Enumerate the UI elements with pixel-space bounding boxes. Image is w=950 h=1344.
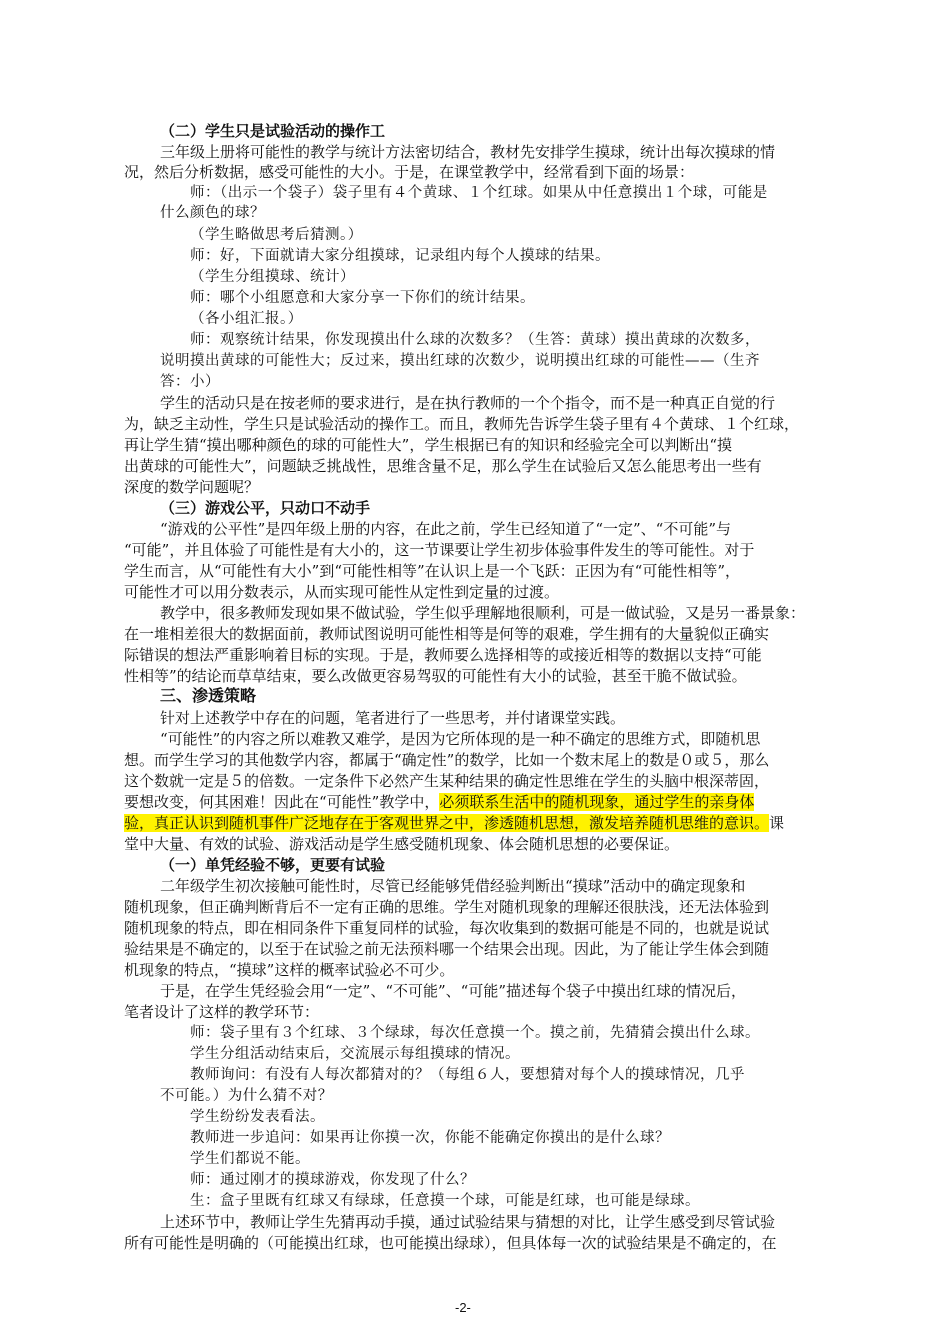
- paragraph-line: 性相等”的结论而草草结束，要么改做更容易驾驭的可能性有大小的试验，甚至干脆不做试验。: [124, 667, 747, 685]
- paragraph-line: [124, 792, 754, 812]
- dialogue-line: 学生们都说不能。: [190, 1151, 310, 1167]
- paragraph-line: 为，缺乏主动性，学生只是试验活动的操作工。而且，教师先告诉学生袋子里有４个黄球、１个红球，: [124, 415, 800, 433]
- paragraph-line: 可能性才可以用分数表示，从而实现可能性从定性到定量的过渡。: [124, 583, 560, 601]
- paragraph-line: 这个数就一定是５的倍数。一定条件下必然产生某种结果的确定性思维在学生的头脑中根深蒂固，: [124, 772, 770, 790]
- paragraph-line: 针对上述教学中存在的问题，笔者进行了一些思考，并付诸课堂实践。: [160, 709, 626, 727]
- dialogue-line: 教师进一步追问：如果再让你摸一次，你能不能确定你摸出的是什么球？: [190, 1130, 670, 1146]
- paragraph-line: 笔者设计了这样的教学环节：: [124, 1003, 320, 1021]
- page-number: -2-: [455, 1300, 471, 1315]
- paragraph-line: 想。而学生学习的其他数学内容，都属于“确定性”的数学，比如一个数末尾上的数是０或５，那么: [124, 751, 770, 769]
- paragraph-line: “可能”，并且体验了可能性是有大小的，这一节课要让学生初步体验事件发生的等可能性。对于: [124, 541, 755, 559]
- paragraph-line: 在一堆相差很大的数据面前，教师试图说明可能性相等是何等的艰难，学生拥有的大量貌似正确实: [124, 625, 770, 643]
- paragraph-line: “可能性”的内容之所以难教又难学，是因为它所体现的是一种不确定的思维方式，即随机思: [160, 730, 761, 748]
- paragraph-line: 际错误的想法严重影响着目标的实现。于是，教师要么选择相等的或接近相等的数据以支持“可能: [124, 646, 762, 664]
- line-text: 要想改变，何其困难！因此在“可能性”教学中，: [124, 793, 440, 811]
- paragraph-line: 随机现象的特点，即在相同条件下重复同样的试验，每次收集到的数据可能是不同的，也就是说试: [124, 919, 770, 937]
- dialogue-line: 师：袋子里有３个红球、３个绿球，每次任意摸一个。摸之前，先猜猜会摸出什么球。: [190, 1025, 760, 1041]
- paragraph-line: 三年级上册将可能性的教学与统计方法密切结合，教材先安排学生摸球，统计出每次摸球的情: [160, 143, 776, 161]
- section-heading-2: （二）学生只是试验活动的操作工: [160, 122, 386, 140]
- paragraph-line: 深度的数学问题呢？: [124, 478, 260, 496]
- dialogue-line: 学生分组活动结束后，交流展示每组摸球的情况。: [190, 1046, 520, 1062]
- paragraph-line: 机现象的特点，“摸球”这样的概率试验必不可少。: [124, 961, 455, 979]
- dialogue-line: 不可能。）为什么猜不对？: [160, 1088, 333, 1104]
- paragraph-line: “游戏的公平性”是四年级上册的内容，在此之前，学生已经知道了“一定”、“不可能”与: [160, 520, 732, 538]
- paragraph-line: 学生而言，从“可能性有大小”到“可能性相等”在认识上是一个飞跃：正因为有“可能性相等”，: [124, 562, 741, 580]
- line-text: 课: [769, 814, 785, 832]
- paragraph-line: 再让学生猜“摸出哪种颜色的球的可能性大”，学生根据已有的知识和经验完全可以判断出“摸: [124, 436, 733, 454]
- dialogue-line: 师：好，下面就请大家分组摸球，记录组内每个人摸球的结果。: [190, 248, 610, 264]
- paragraph-line: [124, 813, 784, 833]
- dialogue-line: 什么颜色的球？: [160, 205, 265, 221]
- paragraph-line: 上述环节中，教师让学生先猜再动手摸，通过试验结果与猜想的对比，让学生感受到尽管试验: [160, 1213, 776, 1231]
- dialogue-line: 师：（出示一个袋子）袋子里有４个黄球、１个红球。如果从中任意摸出１个球，可能是: [190, 185, 768, 201]
- paragraph-line: 学生的活动只是在按老师的要求进行，是在执行教师的一个个指令，而不是一种真正自觉的行: [160, 394, 776, 412]
- paragraph-line: 出黄球的可能性大”，问题缺乏挑战性，思维含量不足，那么学生在试验后又怎么能思考出一些有: [124, 457, 762, 475]
- paragraph-line: 况，然后分析数据，感受可能性的大小。于是，在课堂教学中，经常看到下面的场景：: [124, 163, 695, 181]
- paragraph-line: 验结果是不确定的，以至于在试验之前无法预料哪一个结果会出现。因此，为了能让学生体会到随: [124, 940, 770, 958]
- section-heading-3: （三）游戏公平，只动口不动手: [160, 499, 371, 517]
- paragraph-line: 二年级学生初次接触可能性时，尽管已经能够凭借经验判断出“摸球”活动中的确定现象和: [160, 877, 746, 895]
- paragraph-line: 于是，在学生凭经验会用“一定”、“不可能”、“可能”描述每个袋子中摸出红球的情况后，: [160, 982, 747, 1000]
- dialogue-line: 学生纷纷发表看法。: [190, 1109, 325, 1125]
- paragraph-line: 随机现象，但正确判断背后不一定有正确的思维。学生对随机现象的理解还很肤浅，还无法体验到: [124, 898, 770, 916]
- subsection-heading-1: （一）单凭经验不够，更要有试验: [160, 856, 386, 874]
- dialogue-line: 师：通过刚才的摸球游戏，你发现了什么？: [190, 1172, 475, 1188]
- paragraph-line: 所有可能性是明确的（可能摸出红球，也可能摸出绿球），但具体每一次的试验结果是不确定的，在: [124, 1234, 777, 1252]
- chapter-heading: 三、渗透策略: [160, 686, 257, 705]
- dialogue-line: 师：哪个小组愿意和大家分享一下你们的统计结果。: [190, 290, 535, 306]
- dialogue-line: 师：观察统计结果，你发现摸出什么球的次数多？（生答：黄球）摸出黄球的次数多，: [190, 332, 760, 348]
- dialogue-line: 教师询问：有没有人每次都猜对的？（每组６人，要想猜对每个人的摸球情况，几乎: [190, 1067, 745, 1083]
- highlighted-text: 必须联系生活中的随机现象，通过学生的亲身体: [439, 793, 755, 811]
- highlighted-text: 验，真正认识到随机事件广泛地存在于客观世界之中，渗透随机思想，激发培养随机思维的意识。: [124, 814, 770, 832]
- dialogue-line: （学生略做思考后猜测。）: [190, 227, 363, 243]
- dialogue-line: 说明摸出黄球的可能性大；反过来，摸出红球的次数少，说明摸出红球的可能性——（生齐: [160, 353, 760, 369]
- dialogue-line: 答：小）: [160, 374, 220, 390]
- dialogue-line: （各小组汇报。）: [190, 311, 303, 327]
- paragraph-line: 堂中大量、有效的试验、游戏活动是学生感受随机现象、体会随机思想的必要保证。: [124, 835, 680, 853]
- dialogue-line: 生：盒子里既有红球又有绿球，任意摸一个球，可能是红球，也可能是绿球。: [190, 1193, 700, 1209]
- paragraph-line: 教学中，很多教师发现如果不做试验，学生似乎理解地很顺利，可是一做试验，又是另一番景象：: [160, 604, 806, 622]
- dialogue-line: （学生分组摸球、统计）: [190, 269, 355, 285]
